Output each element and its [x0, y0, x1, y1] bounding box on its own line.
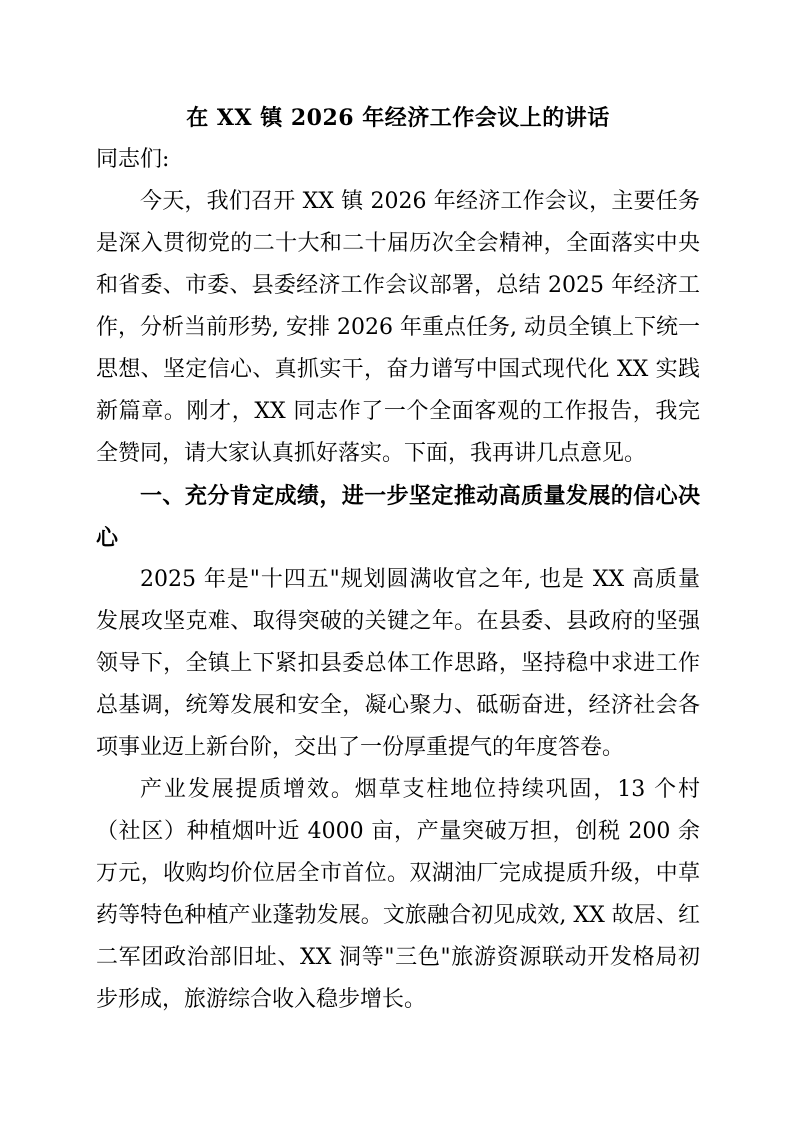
- paragraph-industry: 产业发展提质增效。烟草支柱地位持续巩固，13 个村（社区）种植烟叶近 4000 亩，产量突破万担，创税 200 余万元，收购均价位居全市首位。双湖油厂完成提质升级，中草药等特色种植产业蓬勃发展。文旅融合初见成效, XX 故居、红二军团政治部旧址、XX 洞等"三色"旅游资源联动开发格局初步形成，旅游综合收入稳步增长。: [96, 777, 700, 1012]
- paragraph-overview: 2025 年是"十四五"规划圆满收官之年, 也是 XX 高质量发展攻坚克难、取得突破的关键之年。在县委、县政府的坚强领导下，全镇上下紧扣县委总体工作思路，坚持稳中求进工作总基调，统筹发展和安全，凝心聚力、砥砺奋进，经济社会各项事业迈上新台阶，交出了一份厚重提气的年度答卷。: [96, 567, 700, 760]
- salutation: 同志们:: [96, 147, 170, 172]
- paragraph-intro: 今天，我们召开 XX 镇 2026 年经济工作会议，主要任务是深入贯彻党的二十大和二十届历次全会精神，全面落实中央和省委、市委、县委经济工作会议部署，总结 2025 年经济工作，分析当前形势, 安排 2026 年重点任务, 动员全镇上下统一思想、坚定信心、真抓实干，奋力谱写中国式现代化 XX 实践新篇章。刚才，XX 同志作了一个全面客观的工作报告，我完全赞同，请大家认真抓好落实。下面，我再讲几点意见。: [96, 189, 700, 466]
- document-title: 在 XX 镇 2026 年经济工作会议上的讲话: [186, 105, 610, 131]
- section-heading-1: 一、充分肯定成绩，进一步坚定推动高质量发展的信心决心: [96, 483, 700, 551]
